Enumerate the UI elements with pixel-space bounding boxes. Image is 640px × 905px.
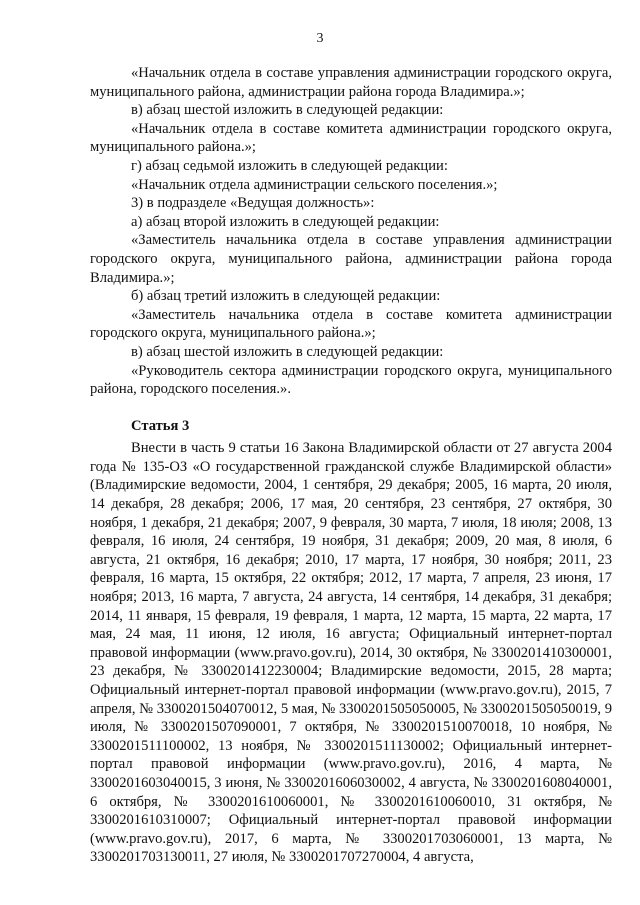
article-text: Внести в часть 9 статьи 16 Закона Владимирской области от 27 августа 2004 года № 135-ОЗ «О государственной гражданской службе Владимирской области» (Владимирские ведомости, 2004, 1 сентября, 29 декабря; 2005, 16 марта, 20 июля, 14 декабря, 28 декабря; 2006, 17 мая, 20 сентября, 23 сентября, 27 октября, 30 ноября, 1 декабря, 21 декабря; 2007, 9 февраля, 30 марта, 7 июля, 18 июля; 2008, 13 февраля, 16 июля, 24 сентября, 19 ноября, 31 декабря; 2009, 20 мая, 8 июля, 6 августа, 21 октября, 16 декабря; 2010, 17 марта, 17 ноября, 30 ноября; 2011, 23 февраля, 16 марта, 15 октября, 22 октября; 2012, 17 марта, 7 апреля, 23 июня, 17 ноября; 2013, 16 марта, 7 августа, 24 августа, 14 сентября, 14 декабря, 31 декабря; 2014, 11 января, 15 февраля, 19 февраля, 1 марта, 12 марта, 15 марта, 22 марта, 17 мая, 24 мая, 11 июня, 12 июля, 16 августа; Официальный интернет-портал правовой информации (www.pravo.gov.ru), 2014, 30 октября, № 3300201410300001, 23 декабря, № 3300201412230004; Владимирские ведомости, 2015, 28 марта; Официальный интернет-портал правовой информации (www.pravo.gov.ru), 2015, 7 апреля, № 3300201504070012, 5 мая, № 3300201505050005, № 3300201505050019, 9 июля, № 3300201507090001, 7 октября, № 3300201510070018, 10 ноября, № 3300201511100002, 13 ноября, № 3300201511130002; Официальный интернет-портал правовой информации (www.pravo.gov.ru), 2016, 4 марта, № 3300201603040015, 3 июня, № 3300201606030002, 4 августа, № 3300201608040001, 6 октября, № 3300201610060001, № 3300201610060010, 31 октября, № 3300201610310007; Официальный интернет-портал правовой информации (www.pravo.gov.ru), 2017, 6 марта, № 3300201703060001, 13 марта, № 3300201703130011, 27 июля, № 3300201707270004, 4 августа, [90, 440, 612, 866]
document-body [90, 64, 612, 867]
paragraph: «Начальник отдела в составе комитета администрации городского округа, муниципального района.»; [90, 120, 612, 156]
paragraph: г) абзац седьмой изложить в следующей редакции: [131, 157, 448, 174]
paragraph: «Заместитель начальника отдела в составе комитета администрации городского округа, муниципального района.»; [90, 306, 612, 342]
paragraph: а) абзац второй изложить в следующей редакции: [131, 213, 440, 230]
paragraph: в) абзац шестой изложить в следующей редакции: [131, 102, 444, 119]
paragraph: в) абзац шестой изложить в следующей редакции: [131, 343, 444, 360]
paragraph: «Начальник отдела администрации сельского поселения.»; [131, 176, 498, 193]
paragraph: «Руководитель сектора администрации городского округа, муниципального района, городского поселения.». [90, 362, 612, 398]
paragraph: б) абзац третий изложить в следующей редакции: [131, 288, 441, 305]
article-heading: Статья 3 [131, 417, 190, 434]
page-number: 3 [316, 31, 324, 46]
paragraph: «Начальник отдела в составе управления администрации городского округа, муниципального района, администрации района города Владимира.»; [90, 65, 612, 100]
paragraph: 3) в подразделе «Ведущая должность»: [131, 195, 375, 212]
paragraph: «Заместитель начальника отдела в составе управления администрации городского округа, муниципального района, администрации района города Владимира.»; [90, 232, 612, 286]
